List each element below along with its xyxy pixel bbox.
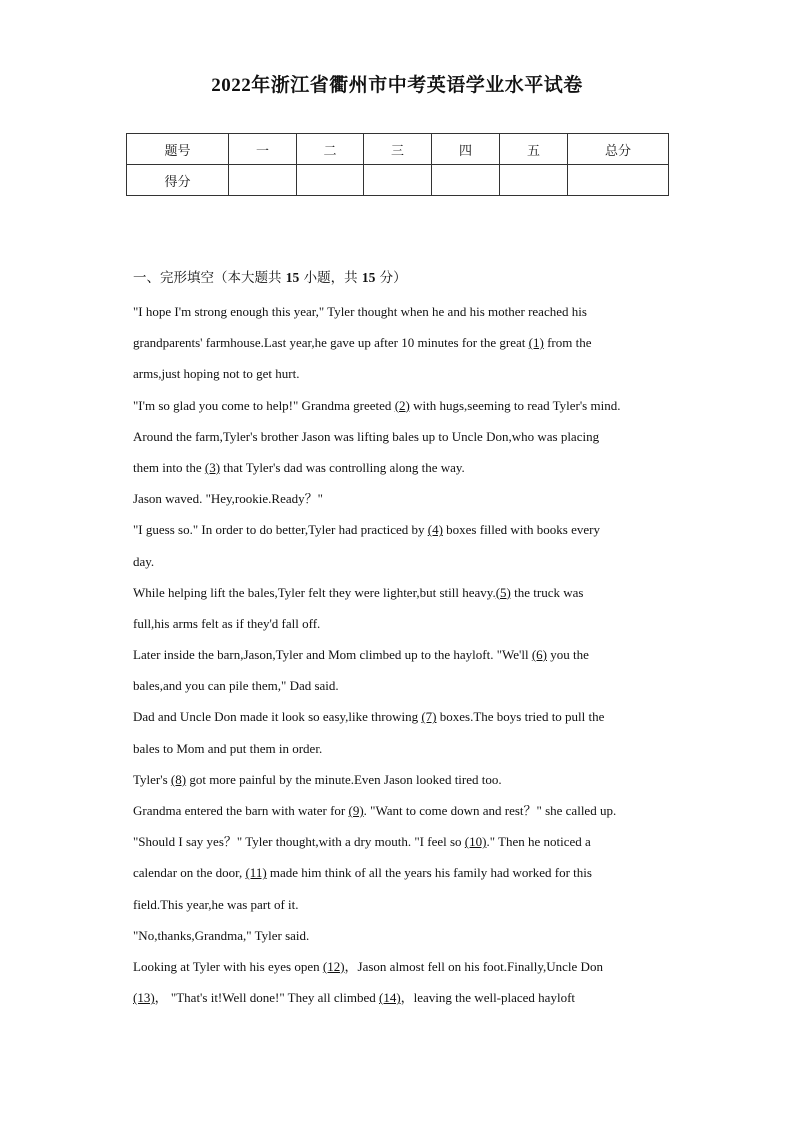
header-cell-part-1: 一 — [229, 134, 297, 165]
passage-line — [133, 670, 663, 701]
passage-line — [133, 327, 663, 358]
passage-text: "No,thanks,Grandma," Tyler said. — [133, 927, 310, 943]
passage-text: bales to Mom and put them in order. — [133, 740, 323, 756]
passage-line — [133, 296, 663, 327]
score-cell[interactable] — [229, 165, 297, 196]
cloze-blank: (13) — [133, 990, 155, 1006]
passage-line — [133, 358, 663, 389]
cloze-blank: (5) — [495, 584, 511, 600]
passage-line — [133, 514, 663, 545]
passage-text: got more painful by the minute.Even Jason looked tired too. — [186, 771, 502, 787]
passage-line — [133, 920, 663, 951]
passage-line — [133, 577, 663, 608]
passage-line — [133, 421, 663, 452]
passage-text: from the — [543, 335, 592, 351]
passage-line — [133, 982, 663, 1013]
score-cell-total[interactable] — [568, 165, 669, 196]
passage-text: arms,just hoping not to get hurt. — [133, 366, 300, 382]
passage-text: "I'm so glad you come to help!" Grandma greeted — [133, 397, 395, 413]
passage-text: ，leaving the well-placed hayloft — [400, 990, 576, 1006]
passage-line — [133, 795, 663, 826]
header-cell-part-5: 五 — [500, 134, 568, 165]
passage-text: Tyler's — [133, 771, 171, 787]
passage-text: bales,and you can pile them," Dad said. — [133, 678, 339, 694]
passage-text: made him think of all the years his family had worked for this — [266, 865, 592, 881]
exam-title: 2022年浙江省衢州市中考英语学业水平试卷 — [211, 75, 583, 96]
passage-text: "I hope I'm strong enough this year," Tyler thought when he and his mother reached his — [133, 304, 587, 319]
passage-line — [133, 452, 663, 483]
passage-line — [133, 608, 663, 639]
score-table — [126, 133, 669, 196]
score-cell[interactable] — [500, 165, 568, 196]
cloze-blank: (4) — [427, 522, 443, 538]
passage-text: the truck was — [510, 584, 584, 600]
passage-text: Looking at Tyler with his eyes open — [133, 958, 323, 974]
passage-line — [133, 546, 663, 577]
passage-text: with hugs,seeming to read Tyler's mind. — [409, 397, 621, 413]
cloze-blank: (9) — [348, 803, 364, 818]
passage-text: Later inside the barn,Jason,Tyler and Mom climbed up to the hayloft. "We'll — [133, 647, 532, 663]
passage-line — [133, 639, 663, 670]
passage-line — [133, 764, 663, 795]
header-cell-total: 总分 — [568, 134, 669, 165]
cloze-blank: (6) — [531, 647, 548, 663]
cloze-blank: (2) — [394, 397, 410, 413]
passage-line — [133, 951, 663, 982]
passage-line — [133, 483, 663, 514]
cloze-blank: (11) — [245, 865, 267, 881]
passage-text: ， "That's it!Well done!" They all climbed — [154, 990, 379, 1006]
passage-text: you the — [547, 647, 589, 663]
passage-text: Around the farm,Tyler's brother Jason was lifting bales up to Uncle Don,who was placing — [133, 428, 600, 444]
score-table-score-row — [127, 165, 669, 196]
passage-line — [133, 390, 663, 421]
score-cell[interactable] — [297, 165, 364, 196]
passage-line — [133, 826, 663, 857]
passage-text: full,his arms felt as if they'd fall off. — [133, 615, 321, 631]
header-cell-part-3: 三 — [364, 134, 432, 165]
passage-line — [133, 889, 663, 920]
cloze-blank: (1) — [528, 335, 544, 351]
score-table-header-row — [127, 134, 669, 165]
score-cell[interactable] — [432, 165, 500, 196]
passage-line — [133, 733, 663, 764]
section-heading: 一、完形填空（本大题共 15 小题，共 15 分） — [133, 270, 407, 286]
passage-text: that Tyler's dad was controlling along the way. — [220, 459, 465, 475]
passage-text: them into the — [133, 459, 205, 475]
passage-text: ，Jason almost fell on his foot.Finally,Uncle Don — [344, 958, 603, 974]
passage-text: grandparents' farmhouse.Last year,he gave up after 10 minutes for the great — [133, 335, 529, 351]
passage-line — [133, 701, 663, 732]
passage-text: ." Then he noticed a — [486, 834, 591, 850]
passage-text: day. — [133, 553, 155, 569]
passage-text: boxes filled with books every — [442, 522, 600, 538]
passage-text: While helping lift the bales,Tyler felt they were lighter,but still heavy. — [133, 584, 496, 600]
row-label-score: 得分 — [127, 165, 229, 196]
cloze-blank: (12) — [322, 958, 345, 974]
header-cell-question-number: 题号 — [127, 134, 229, 165]
cloze-blank: (7) — [421, 709, 437, 725]
passage-text: field.This year,he was part of it. — [133, 896, 299, 912]
cloze-passage — [133, 296, 663, 1013]
passage-text: Dad and Uncle Don made it look so easy,like throwing — [133, 709, 422, 725]
header-cell-part-4: 四 — [432, 134, 500, 165]
passage-text: Jason waved. "Hey,rookie.Ready？" — [133, 491, 323, 507]
passage-text: calendar on the door, — [133, 865, 246, 881]
passage-text: . "Want to come down and rest？" she called up. — [363, 803, 617, 818]
passage-text: "I guess so." In order to do better,Tyler had practiced by — [133, 522, 428, 538]
cloze-blank: (10) — [464, 834, 487, 850]
cloze-blank: (14) — [378, 990, 401, 1006]
passage-text: Grandma entered the barn with water for — [133, 803, 349, 818]
passage-text: "Should I say yes？" Tyler thought,with a dry mouth. "I feel so — [133, 834, 465, 850]
cloze-blank: (3) — [204, 459, 221, 475]
score-cell[interactable] — [364, 165, 432, 196]
passage-text: boxes.The boys tried to pull the — [436, 709, 605, 725]
header-cell-part-2: 二 — [297, 134, 364, 165]
passage-line — [133, 857, 663, 888]
cloze-blank: (8) — [170, 771, 187, 787]
